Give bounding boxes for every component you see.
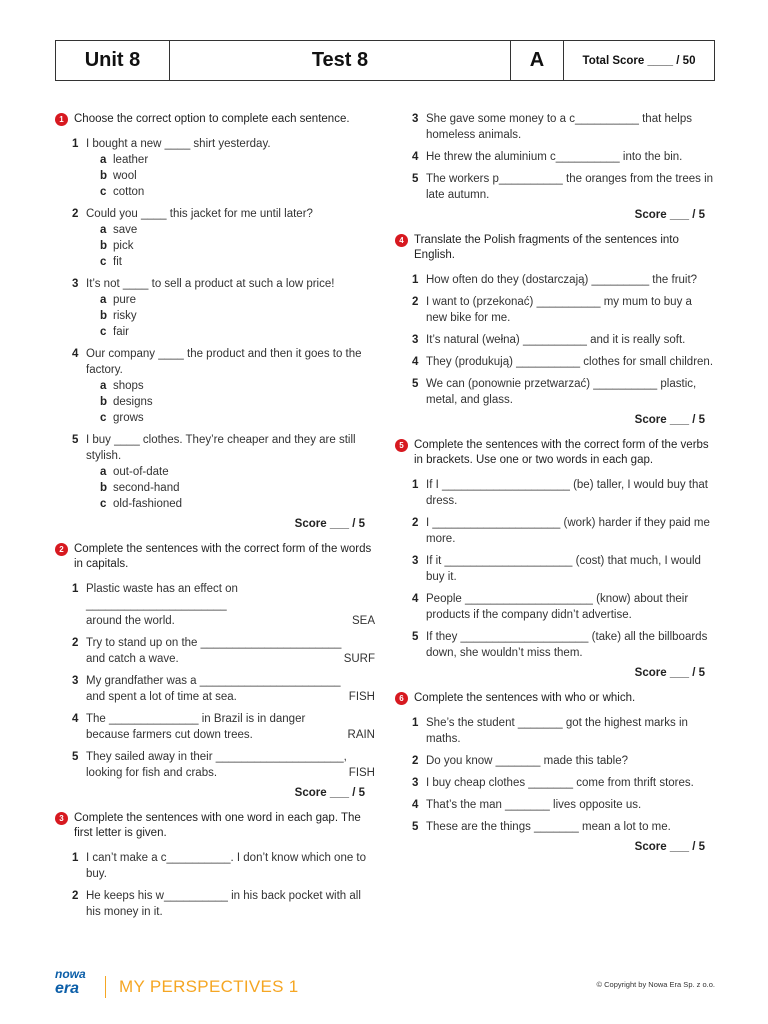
option-text: pick (113, 240, 134, 252)
item-number: 2 (72, 637, 79, 649)
option-letter: b (100, 482, 108, 494)
item-body (86, 581, 375, 629)
item-body (86, 673, 375, 705)
exercise-item (412, 753, 715, 769)
exercise-instruction: Choose the correct option to complete each sentence. (74, 113, 350, 125)
exercise-item (72, 136, 375, 200)
answer-option (100, 238, 375, 254)
exercise-3 (55, 811, 375, 920)
exercise-5 (395, 438, 715, 679)
answer-option (100, 184, 375, 200)
logo-line: era (55, 980, 80, 997)
item-text-line2 (86, 765, 375, 781)
answer-option (100, 480, 375, 496)
item-text: I can’t make a c__________. I don’t know which one to buy. (86, 852, 367, 880)
test-version: A (511, 41, 564, 80)
exercise-1 (55, 112, 375, 530)
option-letter: c (100, 256, 107, 268)
answer-option (100, 292, 375, 308)
item-text: and spent a lot of time at sea. (86, 691, 237, 703)
exercise-item (412, 591, 715, 623)
item-number: 4 (412, 151, 419, 163)
exercise-item (412, 477, 715, 509)
option-letter: b (100, 396, 108, 408)
item-text-line2 (86, 613, 375, 629)
item-text: I want to (przekonać) __________ my mum to buy a new bike for me. (426, 296, 692, 324)
item-text-line2 (86, 689, 375, 705)
item-text-line1: The ______________ in Brazil is in danger (86, 713, 306, 725)
unit-title: Unit 8 (56, 41, 170, 80)
exercise-item (72, 276, 375, 340)
exercise-item (412, 515, 715, 547)
nowa-era-logo (55, 968, 86, 997)
option-text: risky (113, 310, 137, 322)
option-text: fair (113, 326, 129, 338)
item-text: I buy ____ clothes. They’re cheaper and they are still stylish. (86, 434, 356, 462)
option-text: cotton (113, 186, 145, 198)
option-letter: c (100, 326, 107, 338)
exercise-item (412, 294, 715, 326)
exercise-item (412, 171, 715, 203)
exercise-item (72, 850, 375, 882)
item-number: 5 (412, 378, 419, 390)
exercise-item (72, 635, 375, 667)
item-number: 3 (412, 555, 419, 567)
answer-option (100, 324, 375, 340)
exercise-instruction: Complete the sentences with the correct form of the words in capitals. (74, 543, 372, 570)
item-number: 1 (412, 274, 419, 286)
exercise-item (412, 332, 715, 348)
item-text-line2 (86, 651, 375, 667)
copyright: © Copyright by Nowa Era Sp. z o.o. (596, 980, 715, 989)
exercise-number-badge: 1 (55, 113, 68, 126)
option-text: fit (113, 256, 122, 268)
item-number: 3 (412, 113, 419, 125)
exercise-item (412, 819, 715, 835)
exercise-4 (395, 233, 715, 426)
item-text: How often do they (dostarczają) _________ the fruit? (426, 274, 698, 286)
exercise-number-badge: 6 (395, 692, 408, 705)
keyword: FISH (348, 767, 375, 779)
item-number: 4 (72, 713, 79, 725)
item-number: 5 (72, 751, 79, 763)
item-text: Our company ____ the product and then it goes to the factory. (86, 348, 362, 376)
item-body (86, 276, 375, 340)
item-text: If they ____________________ (take) all the billboards down, she wouldn’t miss them. (426, 631, 708, 659)
answer-option (100, 152, 375, 168)
logo-line: nowa (55, 967, 86, 981)
option-letter: a (100, 380, 107, 392)
item-number: 5 (72, 434, 79, 446)
item-number: 5 (412, 173, 419, 185)
answer-option (100, 222, 375, 238)
item-text: around the world. (86, 615, 175, 627)
exercise-item (412, 354, 715, 370)
item-number: 1 (72, 138, 79, 150)
option-letter: c (100, 498, 107, 510)
exercise-item (72, 432, 375, 512)
item-text: She gave some money to a c__________ that helps homeless animals. (426, 113, 692, 141)
item-text: We can (ponownie przetwarzać) __________ plastic, metal, and glass. (426, 378, 697, 406)
keyword: SURF (343, 653, 375, 665)
exercise-item (412, 775, 715, 791)
exercise-score: Score ___ / 5 (634, 667, 705, 679)
item-body (86, 346, 375, 426)
exercise-instruction: Complete the sentences with one word in each gap. The first letter is given. (74, 812, 361, 839)
option-text: grows (113, 412, 144, 424)
exercise-item (72, 581, 375, 629)
option-letter: a (100, 224, 107, 236)
item-number: 2 (72, 208, 79, 220)
item-text: Do you know _______ made this table? (426, 755, 629, 767)
item-text: People ____________________ (know) about their products if the company didn’t advertise. (426, 593, 689, 621)
exercise-item (412, 629, 715, 661)
exercise-item (72, 673, 375, 705)
option-letter: b (100, 310, 108, 322)
option-text: wool (113, 170, 137, 182)
option-text: save (113, 224, 138, 236)
item-body (86, 136, 375, 200)
exercise-item (412, 715, 715, 747)
item-text: and catch a wave. (86, 653, 179, 665)
item-number: 3 (412, 777, 419, 789)
answer-option (100, 464, 375, 480)
exercise-number-badge: 2 (55, 543, 68, 556)
exercise-item (412, 149, 715, 165)
item-number: 4 (72, 348, 79, 360)
item-number: 4 (412, 799, 419, 811)
item-text-line1: My grandfather was a ______________________ (86, 675, 341, 687)
option-text: old-fashioned (113, 498, 183, 510)
exercise-score: Score ___ / 5 (294, 518, 365, 530)
item-text: because farmers cut down trees. (86, 729, 253, 741)
exercise-score: Score ___ / 5 (294, 787, 365, 799)
exercise-item (412, 797, 715, 813)
item-text: Could you ____ this jacket for me until later? (86, 208, 313, 220)
exercise-6 (395, 691, 715, 853)
exercise-item (412, 376, 715, 408)
option-text: leather (113, 154, 149, 166)
item-text: He keeps his w__________ in his back pocket with all his money in it. (86, 890, 361, 918)
exercise-item (72, 206, 375, 270)
keyword: RAIN (347, 729, 375, 741)
exercise-score: Score ___ / 5 (634, 209, 705, 221)
item-body (86, 206, 375, 270)
answer-option (100, 168, 375, 184)
item-text: She’s the student _______ got the highest marks in maths. (426, 717, 688, 745)
option-text: designs (113, 396, 153, 408)
exercise-score: Score ___ / 5 (634, 414, 705, 426)
item-text: He threw the aluminium c__________ into the bin. (426, 151, 683, 163)
item-number: 2 (412, 296, 419, 308)
item-body (86, 432, 375, 512)
exercise-item (412, 553, 715, 585)
right-column (395, 111, 715, 865)
item-number: 4 (412, 356, 419, 368)
option-text: shops (113, 380, 144, 392)
test-title: Test 8 (170, 41, 511, 80)
exercise-score: Score ___ / 5 (634, 841, 705, 853)
exercise-number-badge: 3 (55, 812, 68, 825)
item-text: They (produkują) __________ clothes for small children. (426, 356, 714, 368)
item-number: 2 (72, 890, 79, 902)
item-text: If I ____________________ (be) taller, I would buy that dress. (426, 479, 708, 507)
keyword: SEA (351, 615, 375, 627)
answer-option (100, 394, 375, 410)
item-text-line1: Plastic waste has an effect on ______________________ (86, 583, 238, 611)
item-text-line2 (86, 727, 375, 743)
exercise-instruction: Complete the sentences with who or which. (414, 692, 636, 704)
option-text: second-hand (113, 482, 180, 494)
item-number: 4 (412, 593, 419, 605)
answer-option (100, 254, 375, 270)
answer-option (100, 308, 375, 324)
page-footer (55, 968, 715, 1004)
option-letter: b (100, 240, 108, 252)
exercise-number-badge: 5 (395, 439, 408, 452)
item-text: These are the things _______ mean a lot to me. (426, 821, 671, 833)
exercise-item (412, 111, 715, 143)
exercise-item (72, 711, 375, 743)
item-text: It’s natural (wełna) __________ and it is really soft. (426, 334, 686, 346)
option-letter: c (100, 412, 107, 424)
option-text: pure (113, 294, 137, 306)
test-header (55, 40, 715, 81)
item-number: 5 (412, 821, 419, 833)
item-text: The workers p__________ the oranges from the trees in late autumn. (426, 173, 714, 201)
item-text: If it ____________________ (cost) that much, I would buy it. (426, 555, 701, 583)
item-number: 1 (72, 583, 79, 595)
item-text-line1: They sailed away in their ____________________, (86, 751, 347, 763)
item-text: I bought a new ____ shirt yesterday. (86, 138, 271, 150)
item-number: 2 (412, 517, 419, 529)
exercise-item (72, 749, 375, 781)
item-text: That’s the man _______ lives opposite us. (426, 799, 642, 811)
exercise-2 (55, 542, 375, 799)
option-letter: a (100, 466, 107, 478)
exercise-item (412, 272, 715, 288)
item-text-line1: Try to stand up on the ______________________ (86, 637, 342, 649)
left-column (55, 112, 375, 932)
option-letter: a (100, 154, 107, 166)
exercise-item (72, 888, 375, 920)
item-number: 5 (412, 631, 419, 643)
answer-option (100, 410, 375, 426)
keyword: FISH (348, 691, 375, 703)
item-number: 3 (72, 675, 79, 687)
exercise-instruction: Complete the sentences with the correct form of the verbs in brackets. Use one or two words in each gap. (414, 439, 709, 466)
footer-divider (105, 976, 106, 998)
item-number: 1 (412, 479, 419, 491)
item-number: 1 (72, 852, 79, 864)
answer-option (100, 378, 375, 394)
option-letter: b (100, 170, 108, 182)
series-title: MY PERSPECTIVES 1 (119, 977, 299, 996)
item-text: looking for fish and crabs. (86, 767, 218, 779)
option-text: out-of-date (113, 466, 169, 478)
item-number: 2 (412, 755, 419, 767)
exercise-3-continued (395, 111, 715, 221)
item-body (86, 635, 375, 667)
exercise-item (72, 346, 375, 426)
item-number: 3 (412, 334, 419, 346)
item-number: 1 (412, 717, 419, 729)
option-letter: a (100, 294, 107, 306)
item-body (86, 711, 375, 743)
item-text: I buy cheap clothes _______ come from thrift stores. (426, 777, 694, 789)
exercise-instruction: Translate the Polish fragments of the sentences into English. (414, 234, 679, 261)
option-letter: c (100, 186, 107, 198)
exercise-number-badge: 4 (395, 234, 408, 247)
item-text: I ____________________ (work) harder if they paid me more. (426, 517, 710, 545)
item-number: 3 (72, 278, 79, 290)
item-text: It’s not ____ to sell a product at such a low price! (86, 278, 335, 290)
total-score: Total Score ____ / 50 (582, 54, 696, 67)
item-body (86, 749, 375, 781)
answer-option (100, 496, 375, 512)
